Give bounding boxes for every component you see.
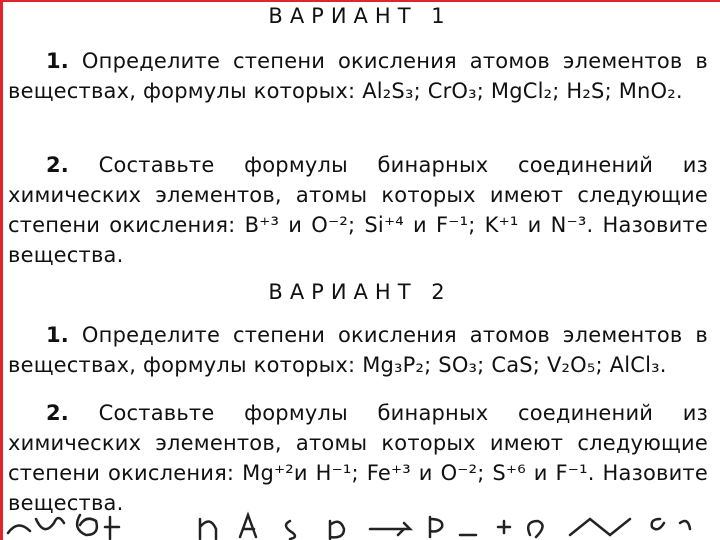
variant-2-task-2 [8, 398, 708, 518]
oxidation-pairs: Mg⁺²и H⁻¹; Fe⁺³ и O⁻²; S⁺⁶ и F⁻¹. [242, 461, 595, 485]
task-number: 2. [46, 153, 69, 177]
variant-1-heading: ВАРИАНТ 1 [268, 4, 452, 28]
variant-2-task-1 [8, 320, 708, 380]
task-number: 1. [46, 323, 69, 347]
handwritten-scribble [0, 505, 720, 540]
formula-list: Al₂S₃; CrO₃; MgCl₂; H₂S; MnO₂. [362, 79, 683, 103]
task-number: 2. [46, 401, 69, 425]
variant-1-task-2 [8, 150, 708, 270]
task-tail: Назовите вещества. [8, 213, 708, 267]
task-number: 1. [46, 49, 69, 73]
task-text: Определите степени окисления атомов элементов в веществах, формулы которых: [8, 49, 708, 103]
task-text: Составьте формулы бинарных соединений из химических элементов, атомы которых имеют следующие степени окисления: [8, 153, 708, 237]
variant-1-task-1 [8, 46, 708, 106]
variant-2-heading: ВАРИАНТ 2 [268, 280, 452, 304]
task-text: Составьте формулы бинарных соединений из химических элементов, атомы которых имеют следующие степени окисления: [8, 401, 708, 485]
oxidation-pairs: B⁺³ и O⁻²; Si⁺⁴ и F⁻¹; K⁺¹ и N⁻³. [244, 213, 594, 237]
formula-list: Mg₃P₂; SO₃; CaS; V₂O₅; AlCl₃. [362, 353, 667, 377]
task-tail: Назовите вещества. [8, 461, 708, 515]
task-text: Определите степени окисления атомов элементов в веществах, формулы которых: [8, 323, 708, 377]
